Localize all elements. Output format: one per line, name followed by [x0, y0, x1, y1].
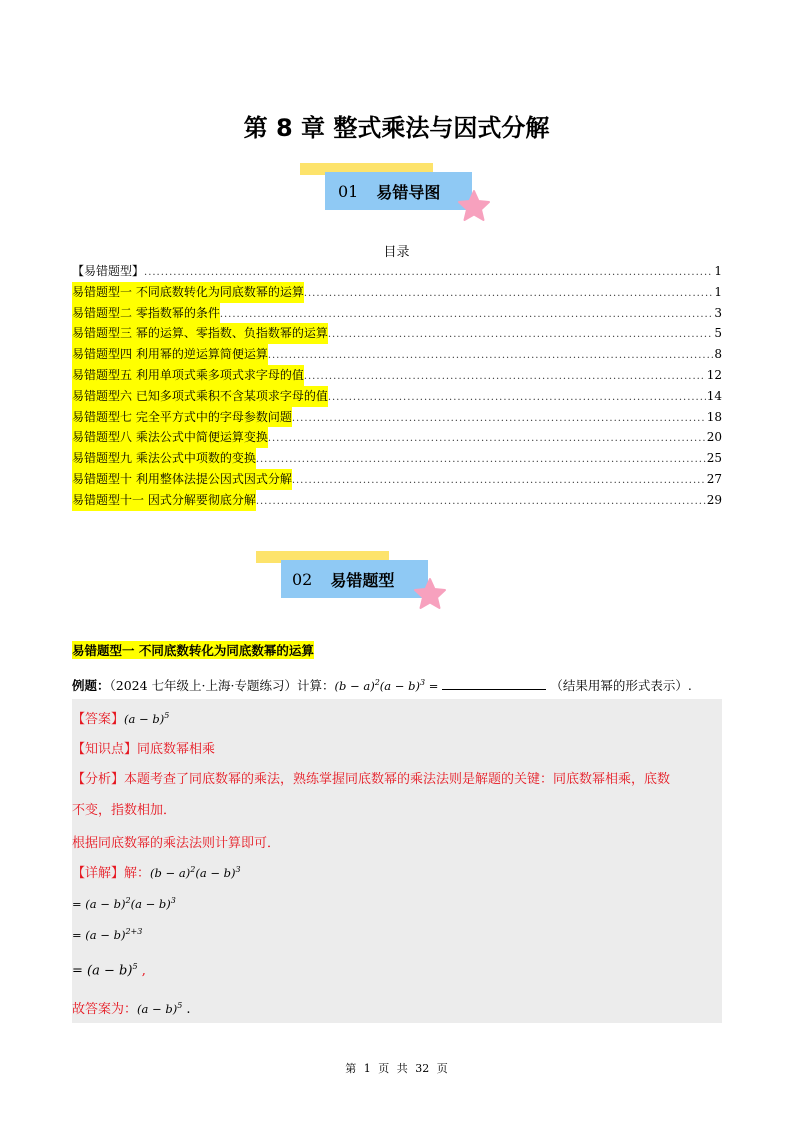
knowledge-point-line — [72, 738, 215, 757]
toc-entry-label: 易错题型八 乘法公式中简便运算变换 — [72, 427, 268, 448]
knowledge-point-text: 同底数幂相乘 — [137, 742, 216, 757]
toc-entry-page: 3 — [714, 305, 722, 320]
toc-entry[interactable] — [72, 282, 722, 303]
toc-entry-page: 27 — [706, 471, 722, 486]
toc-leader-dots — [328, 325, 714, 346]
analysis-text: 本题考查了同底数幂的乘法，熟练掌握同底数幂的乘法法则是解题的关键：同底数幂相乘，底数 — [124, 772, 671, 787]
toc-entry[interactable] — [72, 490, 722, 511]
detail-prefix: 解： — [124, 866, 151, 881]
toc-entry-label: 易错题型二 零指数幂的条件 — [72, 303, 220, 324]
banner-number: 01 — [338, 181, 359, 201]
toc-entry-page: 8 — [714, 347, 722, 362]
toc-leader-dots — [256, 450, 706, 471]
toc-entry[interactable] — [72, 365, 722, 386]
page-title: 第 8 章 整式乘法与因式分解 — [243, 114, 550, 142]
toc-entry-label: 易错题型九 乘法公式中项数的变换 — [72, 448, 256, 469]
toc-entry-label: 易错题型五 利用单项式乘多项式求字母的值 — [72, 365, 304, 386]
answer-value: $(a - b)^5$ — [124, 711, 170, 726]
toc-entry-label: 易错题型十一 因式分解要彻底分解 — [72, 490, 256, 511]
step-3: = $(a - b)^5$ , — [72, 962, 146, 979]
toc-entry-page: 18 — [706, 409, 722, 424]
toc-entry[interactable] — [72, 469, 722, 490]
knowledge-point-tag: 【知识点】 — [72, 742, 138, 757]
answer-line — [72, 708, 169, 727]
toc-entry[interactable] — [72, 303, 722, 324]
toc-leader-dots — [292, 409, 706, 430]
example-expression: $(b - a)^2(a - b)^3$ = — [334, 678, 439, 693]
toc-entry-label: 易错题型三 幂的运算、零指数、负指数幂的运算 — [72, 323, 328, 344]
toc-entry[interactable] — [72, 323, 722, 344]
toc-entry[interactable] — [72, 448, 722, 469]
toc-entry-label: 【易错题型】 — [72, 264, 145, 278]
answer-blank — [442, 689, 546, 690]
toc-leader-dots — [328, 388, 706, 409]
toc-leader-dots — [292, 471, 706, 492]
toc-entry-label: 易错题型四 利用幂的逆运算简便运算 — [72, 344, 268, 365]
example-suffix: （结果用幂的形式表示）. — [550, 678, 692, 693]
final-answer-prefix: 故答案为： — [72, 1002, 138, 1017]
toc-entry-page: 25 — [706, 451, 722, 466]
toc-leader-dots — [220, 305, 714, 326]
example-source: （2024 七年级上·上海·专题练习）计算： — [109, 678, 335, 693]
toc-entry-page: 20 — [706, 430, 722, 445]
banner-label: 易错题型 — [330, 570, 395, 590]
toc-entry-page: 1 — [714, 264, 722, 278]
toc-leader-dots — [304, 284, 714, 305]
final-answer-value: $(a - b)^5$ — [137, 1001, 183, 1016]
detail-line — [72, 862, 241, 881]
final-answer-line: 故答案为：$(a - b)^5$ . — [72, 1001, 191, 1017]
toc-entry[interactable] — [72, 427, 722, 448]
toc-entry[interactable] — [72, 261, 722, 282]
toc-leader-dots — [304, 367, 706, 388]
toc-entry-label: 易错题型十 利用整体法提公因式因式分解 — [72, 469, 292, 490]
toc-entry-page: 5 — [714, 326, 722, 341]
banner-box — [325, 172, 472, 210]
toc-entry-page: 14 — [706, 388, 722, 403]
step-1: = $(a - b)^2(a - b)^3$ — [72, 896, 176, 911]
step-2: = $(a - b)^{2+3}$ — [72, 927, 143, 942]
banner-label: 易错导图 — [376, 182, 441, 202]
toc-entry[interactable] — [72, 344, 722, 365]
answer-tag: 【答案】 — [72, 712, 125, 727]
toc-entry[interactable] — [72, 386, 722, 407]
toc-leader-dots — [268, 346, 714, 367]
toc-leader-dots — [144, 263, 713, 284]
toc-entry-page: 1 — [714, 284, 722, 299]
banner-number: 02 — [292, 569, 313, 589]
analysis-line-3: 根据同底数幂的乘法法则计算即可． — [72, 836, 281, 851]
star-icon — [413, 577, 447, 611]
toc-leader-dots — [268, 429, 706, 450]
table-of-contents — [72, 261, 722, 511]
toc-leader-dots — [256, 492, 706, 513]
detail-expression: $(b - a)^2(a - b)^3$ — [150, 865, 241, 880]
toc-entry-page: 12 — [706, 367, 722, 382]
star-icon — [457, 189, 491, 223]
toc-entry-page: 29 — [706, 492, 722, 507]
toc-entry-label: 易错题型六 已知多项式乘积不含某项求字母的值 — [72, 386, 328, 407]
example-question — [72, 676, 722, 694]
toc-entry-label: 易错题型七 完全平方式中的字母参数问题 — [72, 407, 292, 428]
banner-box — [281, 560, 428, 598]
toc-heading: 目录 — [383, 245, 410, 260]
analysis-line-2: 不变，指数相加． — [72, 803, 177, 818]
section-heading: 易错题型一 不同底数转化为同底数幂的运算 — [72, 643, 314, 658]
analysis-tag: 【分析】 — [72, 772, 125, 787]
page-footer: 第 1 页 共 32 页 — [345, 1062, 448, 1075]
toc-entry[interactable] — [72, 407, 722, 428]
detail-tag: 【详解】 — [72, 866, 125, 881]
toc-entry-label: 易错题型一 不同底数转化为同底数幂的运算 — [72, 282, 304, 303]
analysis-line-1 — [72, 768, 670, 787]
example-label: 例题： — [72, 678, 110, 693]
